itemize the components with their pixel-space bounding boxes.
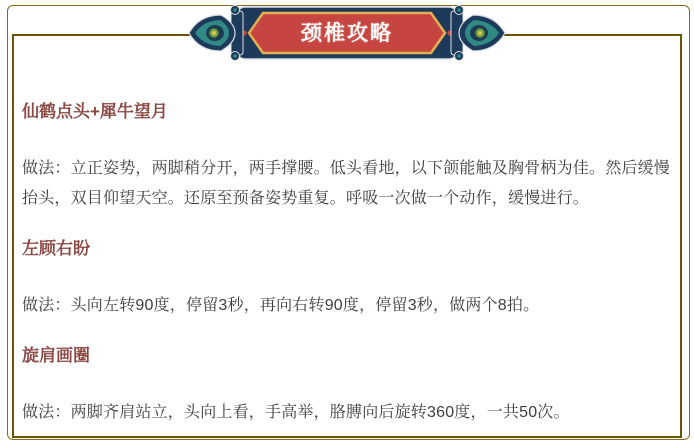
banner-finial-left (189, 6, 243, 61)
section-title-2: 左顾右盼 (22, 239, 90, 258)
banner-finial-right (451, 6, 505, 61)
header-banner (187, 3, 507, 65)
banner-title: 颈椎攻略 (301, 22, 393, 45)
section-body-2: 做法：头向左转90度，停留3秒，再向右转90度，停留3秒，做两个8拍。 (22, 297, 540, 314)
section-title-3: 旋肩画圈 (22, 346, 90, 365)
section-title-1: 仙鹤点头+犀牛望月 (22, 102, 168, 121)
section-body-1: 做法：立正姿势，两脚稍分开，两手撑腰。低头看地，以下颌能触及胸骨柄为佳。然后缓慢抬头，双目仰望天空。还原至预备姿势重复。呼吸一次做一个动作，缓慢进行。 (22, 160, 671, 207)
section-body-3: 做法：两脚齐肩站立，头向上看，手高举，胳膊向后旋转360度，一共50次。 (22, 404, 570, 421)
